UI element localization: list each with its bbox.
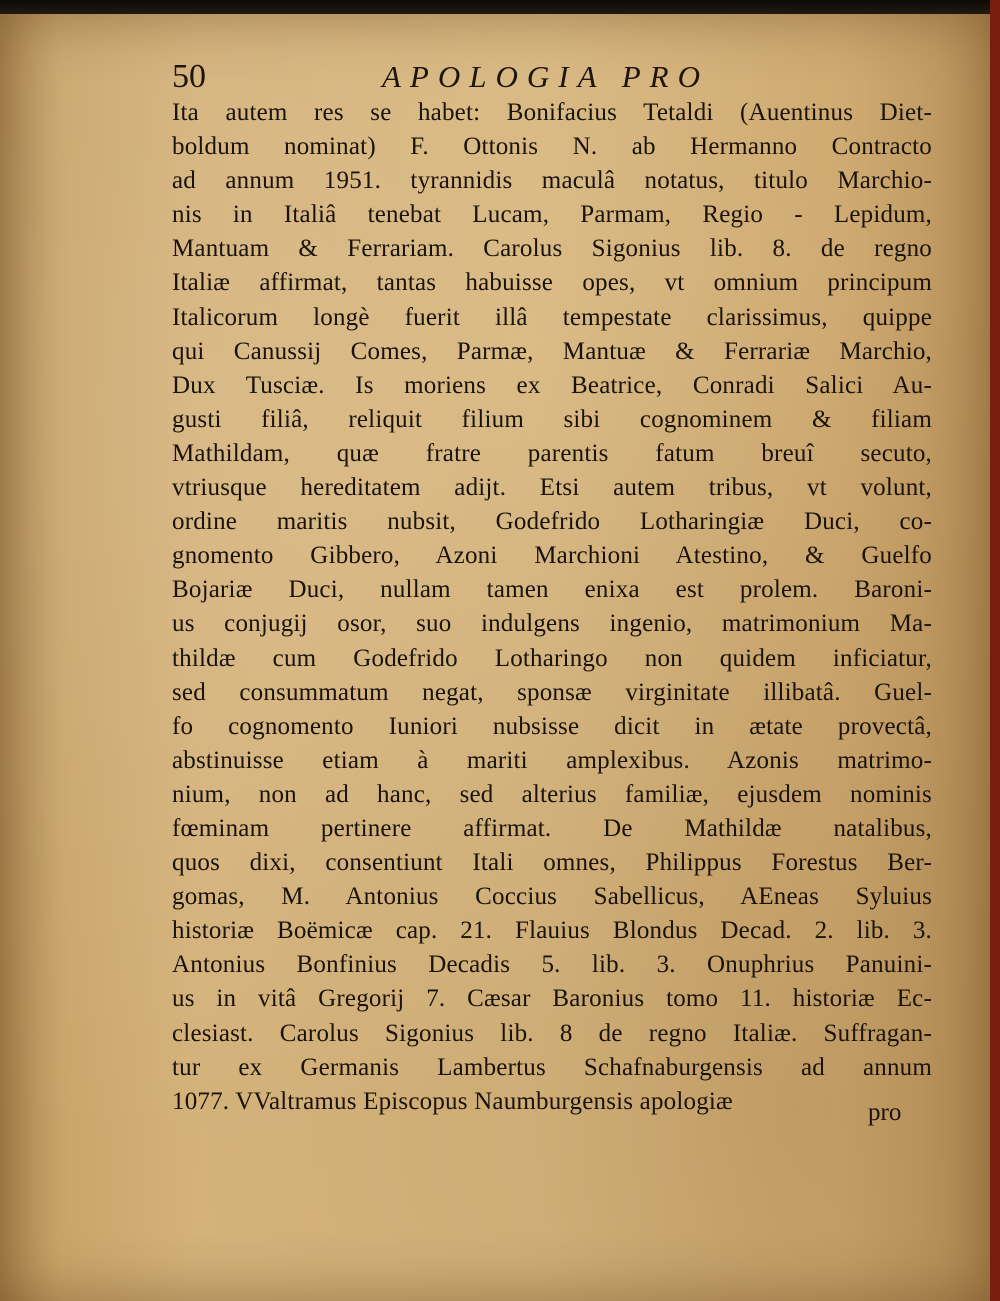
text-line: us conjugij osor, suo indulgens ingenio, matrimonium Ma- [172,610,932,638]
text-line: qui Canussij Comes, Parmæ, Mantuæ & Ferrariæ Marchio, [172,337,932,365]
text-line: ad annum 1951. tyrannidis maculâ notatus, titulo Marchio- [172,167,932,195]
page-number: 50 [172,58,206,95]
text-line: historiæ Boëmicæ cap. 21. Flauius Blondus Decad. 2. lib. 3. [172,917,932,945]
text-line: thildæ cum Godefrido Lotharingo non quidem inficiatur, [172,644,932,672]
text-line: Ita autem res se habet: Bonifacius Tetaldi (Auentinus Diet- [172,99,932,126]
show-through-marks [650,1172,770,1182]
text-line: nis in Italiâ tenebat Lucam, Parmam, Regio - Lepidum, [172,201,932,229]
text-line: Mantuam & Ferrariam. Carolus Sigonius lib. 8. de regno [172,235,932,263]
text-line: clesiast. Carolus Sigonius lib. 8 de regno Italiæ. Suffragan- [172,1019,932,1047]
text-line: us in vitâ Gregorij 7. Cæsar Baronius tomo 11. historiæ Ec- [172,985,932,1013]
text-line: fo cognomento Iuniori nubsisse dicit in ætate provectâ, [172,712,932,740]
text-line: gusti filiâ, reliquit filium sibi cognominem & filiam [172,405,932,433]
book-page [0,14,990,1301]
text-line: Italicorum longè fuerit illâ tempestate clarissimus, quippe [172,303,932,331]
text-line: Mathildam, quæ fratre parentis fatum breuî secuto, [172,439,932,467]
text-line: ordine maritis nubsit, Godefrido Lotharingiæ Duci, co- [172,508,932,536]
text-line: quos dixi, consentiunt Itali omnes, Philippus Forestus Ber- [172,849,932,877]
running-head: APOLOGIA PRO [382,59,709,94]
text-line: abstinuisse etiam à mariti amplexibus. Azonis matrimo- [172,746,932,774]
text-line: Antonius Bonfinius Decadis 5. lib. 3. Onuphrius Panuini- [172,951,932,979]
body-text [172,96,932,1119]
text-line: 1077. VValtramus Episcopus Naumburgensis apologiæ [172,1087,733,1115]
text-line: Italiæ affirmat, tantas habuisse opes, vt omnium principum [172,269,932,297]
text-line: sed consummatum negat, sponsæ virginitate illibatâ. Guel- [172,678,932,706]
text-line: gomas, M. Antonius Coccius Sabellicus, AEneas Syluius [172,883,932,911]
text-line: vtriusque hereditatem adijt. Etsi autem tribus, vt volunt, [172,474,932,502]
text-line: nium, non ad hanc, sed alterius familiæ, ejusdem nominis [172,780,932,808]
page-header [172,58,732,96]
catchword: pro [868,1099,902,1126]
text-line: tur ex Germanis Lambertus Schafnaburgensis ad annum [172,1053,932,1081]
text-line: Dux Tusciæ. Is moriens ex Beatrice, Conradi Salici Au- [172,371,932,399]
text-line: gnomento Gibbero, Azoni Marchioni Atestino, & Guelfo [172,542,932,570]
scan-border-right [990,0,1000,1301]
text-line: boldum nominat) F. Ottonis N. ab Hermanno Contracto [172,133,932,161]
text-line: Bojariæ Duci, nullam tamen enixa est prolem. Baroni- [172,576,932,604]
text-line: fœminam pertinere affirmat. De Mathildæ natalibus, [172,814,932,842]
